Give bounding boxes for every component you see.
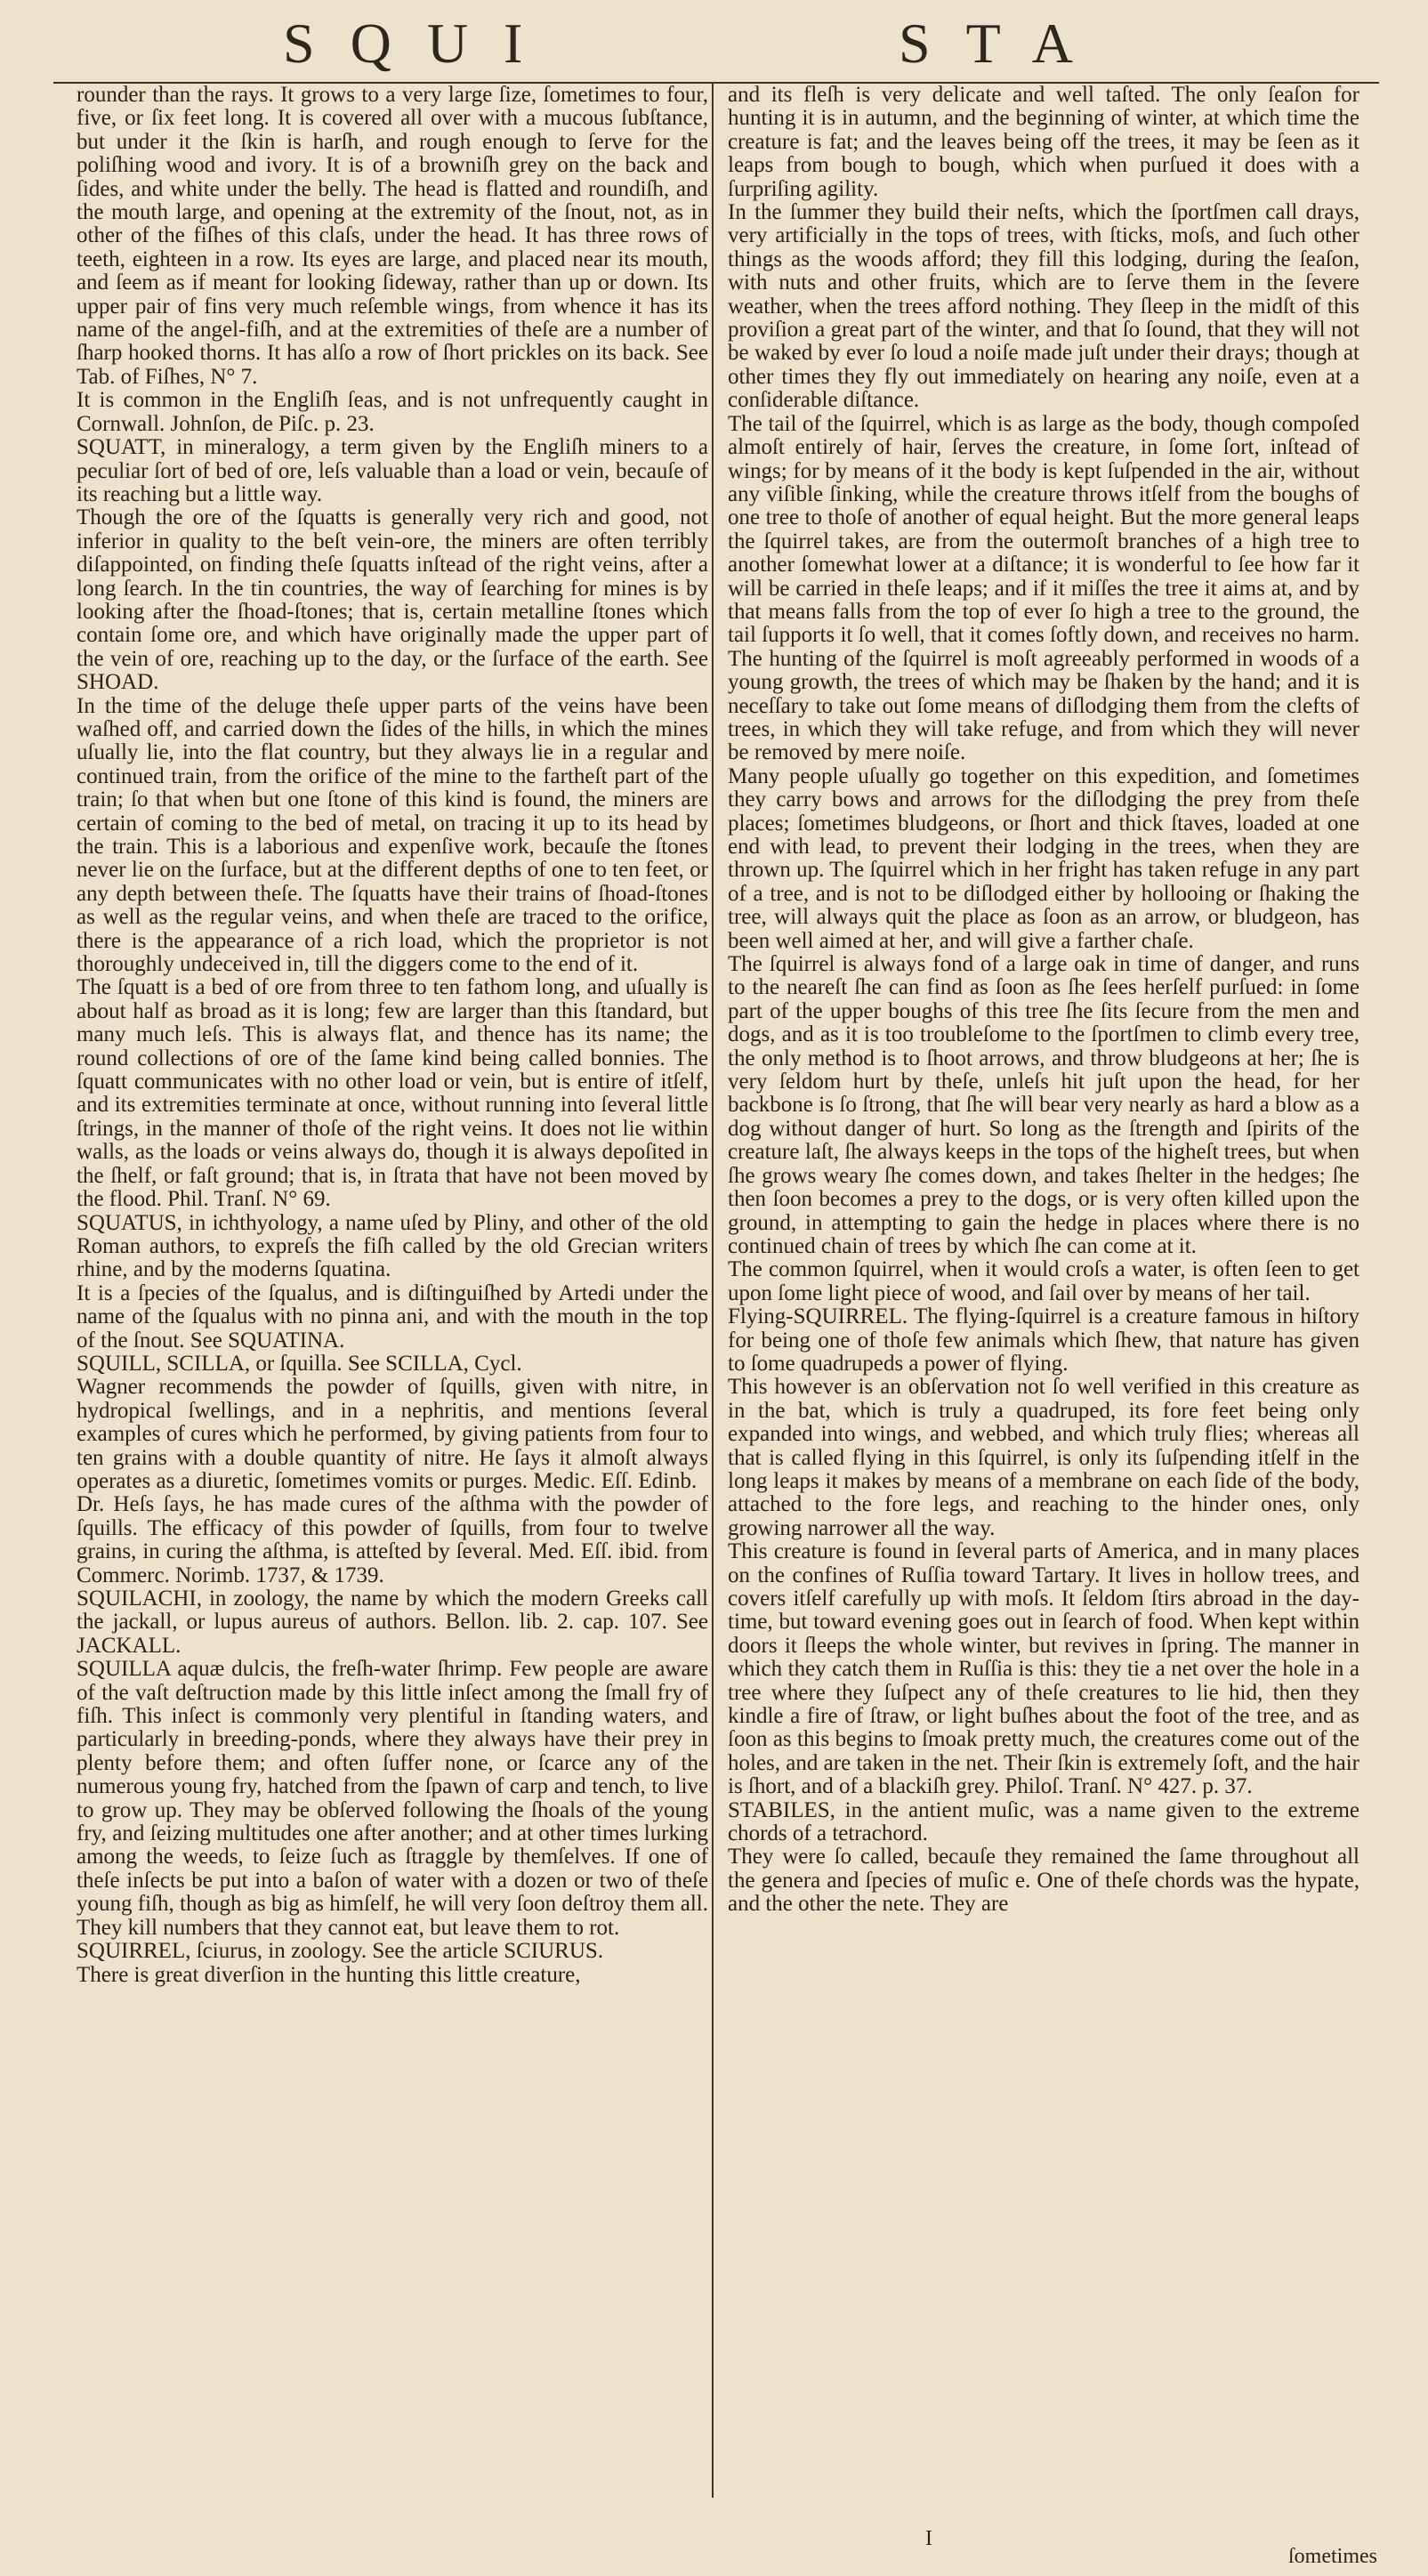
entry-flying-squirrel: Flying-SQUIRREL. The flying-ſquirrel is a creature famous in hiſtory for being one of thoſe few animals which ſhew, that nature has given to ſome quadrupeds a power of flying. (728, 1304, 1359, 1376)
entry-paragraph: rounder than the rays. It grows to a very large ſize, ſometimes to four, five, or ſix feet long. It is covered all over with a mucous ſubſtance, but under it the ſkin is harſh, and rough enough to ſerve for the poliſhing wood and ivory. It is of a browniſh grey on the back and ſides, and white under the belly. The head is flatted and roundiſh, and the mouth large, and opening at the extremity of the ſnout, not, as in other of the fiſhes of this claſs, under the head. It has three rows of teeth, eighteen in a row. Its eyes are large, and placed near its mouth, and ſeem as if meant for looking ſideway, rather than up or down. Its upper pair of fins very much reſemble wings, from whence it has its name of the angel-fiſh, and at the extremities of theſe are a number of ſharp hooked thorns. It has alſo a row of ſhort prickles on its back. See Tab. of Fiſhes, N° 7. (77, 83, 708, 389)
entry-paragraph: Dr. Heſs ſays, he has made cures of the aſthma with the powder of ſquills. The efficacy of this powder of ſquills, from four to twelve grains, in curing the aſthma, is atteſted by ſeveral. Med. Eſſ. ibid. from Commerc. Norimb. 1737, & 1739. (77, 1492, 708, 1587)
running-head-left: SQUI (283, 12, 559, 75)
running-head-right: STA (899, 12, 1109, 75)
entry-squirrel: SQUIRREL, ſciurus, in zoology. See the article SCIURUS. (77, 1939, 604, 1964)
catchword: ſometimes (1288, 2545, 1377, 2568)
entry-squilachi: SQUILACHI, in zoology, the name by which the modern Greeks call the jackall, or lupus aureus of authors. Bellon. lib. 2. cap. 107. See JACKALL. (77, 1587, 708, 1658)
entry-squilla: SQUILLA aquæ dulcis, the freſh-water ſhrimp. Few people are aware of the vaſt deſtruction made by this little inſect among the ſmall fry of fiſh. This inſect is commonly very plentiful in ſtanding waters, and particularly in breeding-ponds, where they always have their prey in plenty before them; and often ſuffer none, or ſcarce any of the numerous young fry, hatched from the ſpawn of carp and tench, to live to grow up. They may be obſerved following the ſhoals of the young fry, and ſeizing multitudes one after another; and at other times lurking among the weeds, to ſeize ſuch as ſtraggle by themſelves. If one of theſe inſects be put into a baſon of water with a dozen or two of theſe young fiſh, though as big as himſelf, he will very ſoon deſtroy them all. They kill numbers that they cannot eat, but leave them to rot. (77, 1657, 708, 1940)
entry-paragraph: Many people uſually go together on this expedition, and ſometimes they carry bows and arrows for the diſlodging the prey from theſe places; ſometimes bludgeons, or ſhort and thick ſtaves, loaded at one end with lead, to prevent their lodging in the trees, when they are thrown up. The ſquirrel which in her fright has taken refuge in any part of a tree, and is not to be diſlodged either by hollooing or ſhaking the tree, will always quit the place as ſoon as an arrow, or bludgeon, has been well aimed at her, and will give a farther chaſe. (728, 763, 1359, 953)
entry-paragraph: The common ſquirrel, when it would croſs a water, is often ſeen to get upon ſome light piece of wood, and ſail over by means of her tail. (728, 1257, 1359, 1305)
entry-paragraph: It is a ſpecies of the ſqualus, and is diſtinguiſhed by Artedi under the name of the ſqualus with no pinna ani, and with the mouth in the top of the ſnout. See SQUATINA. (77, 1280, 708, 1353)
signature-mark: I (925, 2527, 932, 2550)
entry-paragraph: The tail of the ſquirrel, which is as large as the body, though compoſed almoſt entirely of hair, ſerves the creature, in ſome ſort, inſtead of wings; for by means of it the body is kept ſuſpended in the air, without any viſible ſinking, while the creature throws itſelf from the boughs of one tree to thoſe of another of equal height. But the more general leaps the ſquirrel takes, are from the outermoſt branches of a high tree to another ſomewhat lower at a diſtance; it is wonderful to ſee how far it will be carried in theſe leaps; and if it miſſes the tree it aims at, and by that means falls from the top of ever ſo high a tree to the ground, the tail ſupports it ſo well, that it comes ſoftly down, and receives no harm. The hunting of the ſquirrel is moſt agreeably performed in woods of a young growth, the trees of which may be ſhaken by the hand; and it is neceſſary to take out ſome means of diſlodging them from the clefts of trees, in which they will take refuge, and from which they will never be removed by mere noiſe. (728, 411, 1359, 765)
left-column (77, 84, 708, 1987)
entry-paragraph: In the time of the deluge theſe upper parts of the veins have been waſhed off, and carried down the ſides of the hills, in which the mines uſually lie, into the flat country, but they always lie in a regular and continued train, from the orifice of the mine to the fartheſt part of the train; ſo that when but one ſtone of this kind is found, the miners are certain of coming to the bed of metal, on tracing it up to its head by the train. This is a laborious and expenſive work, becauſe the ſtones never lie on the ſurface, but at the different depths of one to ten feet, or any depth between theſe. The ſquatts have their trains of ſhoad-ſtones as well as the regular veins, and when theſe are traced to the orifice, there is the appearance of a rich load, which the proprietor is not thoroughly undeceived in, till the diggers come to the end of it. (77, 693, 708, 977)
entry-paragraph: Though the ore of the ſquatts is generally very rich and good, not inferior in quality to the beſt vein-ore, the miners are often terribly diſappointed, on finding theſe ſquatts inſtead of the right veins, after a long ſearch. In the tin countries, the way of ſearching for mines is by looking after the ſhoad-ſtones; that is, certain metalline ſtones which contain ſome ore, and which have originally made the upper part of the vein of ore, reaching up to the day, or the ſurface of the earth. See SHOAD. (77, 505, 708, 695)
column-divider (712, 82, 714, 2498)
entry-paragraph: They were ſo called, becauſe they remained the ſame throughout all the genera and ſpecies of muſic e. One of theſe chords was the hypate, and the other the nete. They are (728, 1845, 1359, 1917)
entry-squatus: SQUATUS, in ichthyology, a name uſed by Pliny, and other of the old Roman authors, to expreſs the fiſh called by the old Grecian writers rhine, and by the moderns ſquatina. (77, 1210, 708, 1282)
entry-paragraph: There is great diverſion in the hunting this little creature, (77, 1962, 581, 1987)
entry-squatt: SQUATT, in mineralogy, a term given by the Engliſh miners to a peculiar ſort of bed of ore, leſs valuable than a load or vein, becauſe of its reaching but a little way. (77, 435, 708, 506)
entry-stabiles: STABILES, in the antient muſic, was a name given to the extreme chords of a tetrachord. (728, 1797, 1359, 1846)
right-column (728, 84, 1359, 1917)
entry-squill: SQUILL, SCILLA, or ſquilla. See SCILLA, Cycl. (77, 1351, 522, 1376)
entry-paragraph: and its fleſh is very delicate and well taſted. The only ſeaſon for hunting it is in autumn, and the beginning of winter, at which time the creature is fat; and the leaves being off the trees, it may be ſeen as it leaps from bough to bough, which when purſued it does with a ſurpriſing agility. (728, 83, 1359, 201)
entry-paragraph: The ſquirrel is always fond of a large oak in time of danger, and runs to the neareſt ſhe can find as ſoon as ſhe ſees herſelf purſued: in ſome part of the upper boughs of this tree ſhe ſits ſecure from the men and dogs, and as it is too troubleſome to the ſportſmen to climb every tree, the only method is to ſhoot arrows, and throw bludgeons at her; ſhe is very ſeldom hurt by theſe, unleſs hit juſt upon the head, for her backbone is ſo ſtrong, that ſhe will bear very nearly as hard a blow as a dog without danger of hurt. So long as the ſtrength and ſpirits of the creature laſt, ſhe always keeps in the tops of the higheſt trees, but when ſhe grows weary ſhe comes down, and takes ſhelter in the hedges; ſhe then ſoon becomes a prey to the dogs, or is very often killed upon the ground, in attempting to gain the hedge in places where there is no continued chain of trees by which ſhe can come at it. (728, 952, 1359, 1258)
entry-paragraph: The ſquatt is a bed of ore from three to ten fathom long, and uſually is about half as broad as it is long; few are larger than this ſtandard, but many much leſs. This is always flat, and thence has its name; the round collections of ore of the ſame kind being called bonnies. The ſquatt communicates with no other load or vein, but is entire of itſelf, and its extremities terminate at once, without running into ſeveral little ſtrings, in the manner of thoſe of the right veins. It does not lie within walls, as the loads or veins always do, though it is always depoſited in the ſhelf, or faſt ground; that is, in ſtrata that have not been moved by the flood. Phil. Tranſ. N° 69. (77, 975, 708, 1212)
entry-paragraph: In the ſummer they build their neſts, which the ſportſmen call drays, very artificially in the tops of trees, with ſticks, moſs, and ſuch other things as the woods afford; they fill this lodging, during the ſeaſon, with nuts and other fruits, which are to ſerve them in the ſevere weather, when the trees afford nothing. They ſleep in the midſt of this proviſion a great part of the winter, and that ſo ſound, that they will not be waked by ever ſo loud a noiſe made juſt under their drays; though at other times they fly out immediately on hearing any noiſe, even at a conſiderable diſtance. (728, 200, 1359, 413)
entry-paragraph: This creature is found in ſeveral parts of America, and in many places on the confines of Ruſſia toward Tartary. It lives in hollow trees, and covers itſelf carefully up with moſs. It ſeldom ſtirs abroad in the day-time, but toward evening goes out in ſearch of food. When kept within doors it ſleeps the whole winter, but revives in ſpring. The manner in which they catch them in Ruſſia is this: they tie a net over the hole in a tree where they ſuſpect any of theſe creatures to lie hid, then they kindle a fire of ſtraw, or light buſhes about the foot of the tree, and as ſoon as this begins to ſmoak pretty much, the creatures come out of the holes, and are taken in the net. Their ſkin is extremely ſoft, and the hair is ſhort, and of a blackiſh grey. Philoſ. Tranſ. N° 427. p. 37. (728, 1539, 1359, 1799)
entry-paragraph: It is common in the Engliſh ſeas, and is not unfrequently caught in Cornwall. Johnſon, de Piſc. p. 23. (77, 388, 708, 436)
entry-paragraph: Wagner recommends the powder of ſquills, given with nitre, in hydropical ſwellings, and in a nephritis, and mentions ſeveral examples of cures which he performed, by giving patients from four to ten grains with a double quantity of nitre. He ſays it almoſt always operates as a diuretic, ſometimes vomits or purges. Medic. Eſſ. Edinb. (77, 1375, 708, 1493)
entry-paragraph: This however is an obſervation not ſo well verified in this creature as in the bat, which is truly a quadruped, its fore feet being only expanded into wings, and webbed, and which truly flies; whereas all that is called flying in this ſquirrel, is only its ſuſpending itſelf in the long leaps it makes by means of a membrane on each ſide of the body, attached to the fore legs, and reaching to the hinder ones, only growing narrower all the way. (728, 1375, 1359, 1540)
